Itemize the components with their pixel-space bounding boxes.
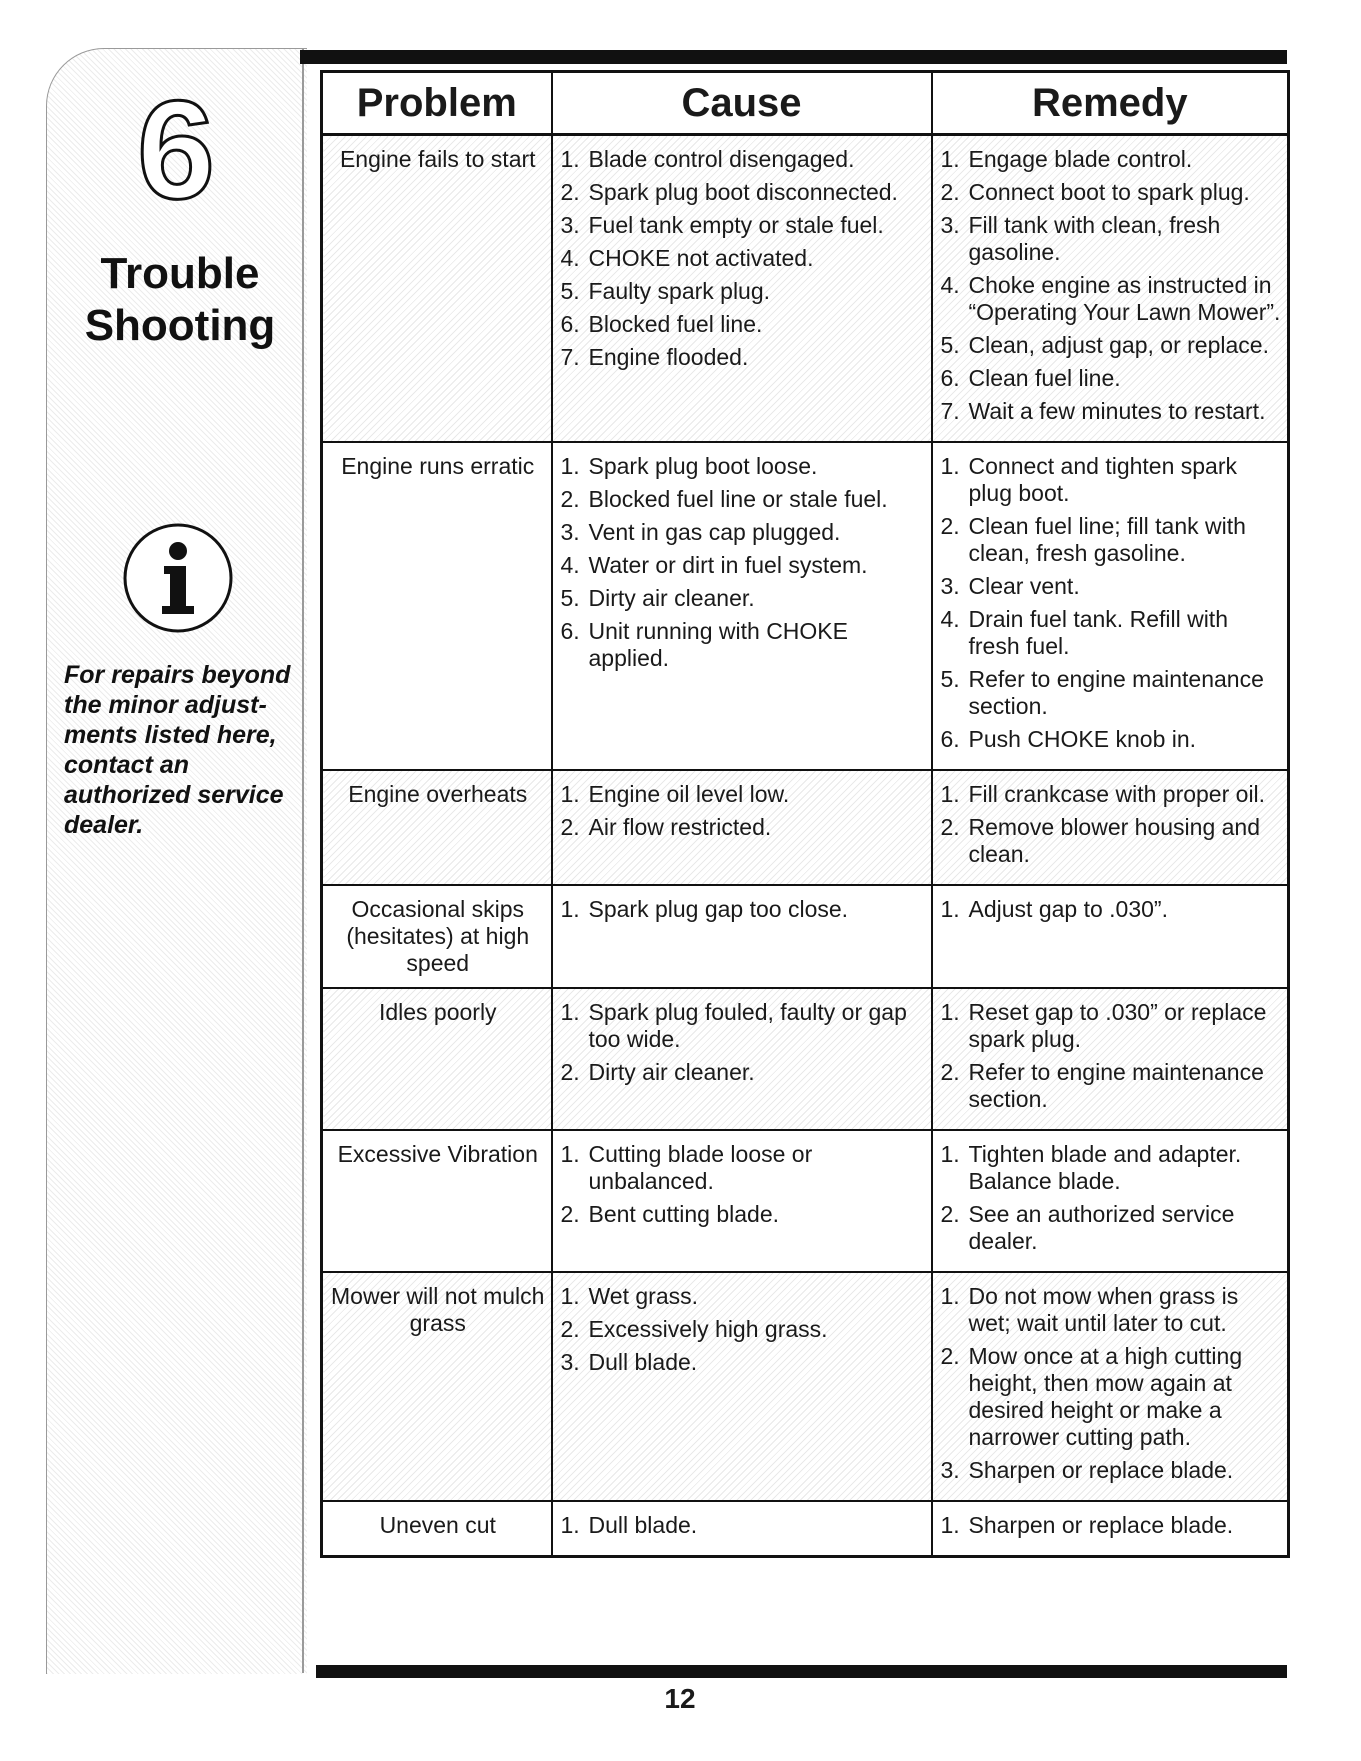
item-number: 1.: [560, 1283, 580, 1309]
item-number: 3.: [560, 519, 580, 545]
item-text: Clear vent.: [968, 573, 1080, 599]
item-number: 3.: [940, 212, 960, 238]
remedy-cell: [932, 442, 1289, 770]
cause-cell: [552, 885, 932, 988]
item-number: 2.: [560, 1059, 580, 1085]
header-cause: Cause: [552, 72, 932, 135]
list-item: [561, 311, 925, 338]
table-row: [322, 1501, 1289, 1557]
cause-cell: [552, 1272, 932, 1501]
item-number: 1.: [940, 1512, 960, 1538]
remedy-list: [941, 1141, 1282, 1255]
item-text: Push CHOKE knob in.: [968, 726, 1197, 752]
list-item: [941, 146, 1282, 173]
remedy-list: [941, 999, 1282, 1113]
header-remedy: Remedy: [932, 72, 1289, 135]
list-item: [561, 1349, 925, 1376]
item-text: Faulty spark plug.: [588, 278, 771, 304]
section-title-line1: Trouble: [100, 249, 260, 298]
list-item: [561, 212, 925, 239]
remedy-list: [941, 146, 1282, 425]
item-text: Wait a few minutes to restart.: [968, 398, 1266, 424]
item-text: Fuel tank empty or stale fuel.: [588, 212, 884, 238]
item-text: Dirty air cleaner.: [588, 1059, 755, 1085]
table-row: [322, 135, 1289, 443]
item-number: 2.: [940, 179, 960, 205]
page-number: 12: [664, 1683, 696, 1714]
item-text: Unit running with CHOKE applied.: [588, 618, 848, 671]
item-text: Refer to engine maintenance section.: [968, 1059, 1264, 1112]
cause-cell: [552, 442, 932, 770]
sidebar-divider: [302, 48, 304, 1673]
header-problem: Problem: [322, 72, 552, 135]
item-text: Spark plug gap too close.: [588, 896, 849, 922]
item-text: Dull blade.: [588, 1512, 698, 1538]
list-item: [941, 999, 1282, 1053]
list-item: [941, 781, 1282, 808]
item-number: 2.: [940, 814, 960, 840]
item-text: Remove blower housing and clean.: [968, 814, 1261, 867]
item-text: Excessively high grass.: [588, 1316, 828, 1342]
list-item: [941, 1059, 1282, 1113]
problem-cell: Engine fails to start: [322, 135, 552, 443]
item-number: 1.: [940, 999, 960, 1025]
item-text: Connect boot to spark plug.: [968, 179, 1250, 205]
list-item: [561, 146, 925, 173]
list-item: [561, 1316, 925, 1343]
item-text: Connect and tighten spark plug boot.: [968, 453, 1238, 506]
item-text: Blade control disengaged.: [588, 146, 855, 172]
list-item: [561, 1141, 925, 1195]
list-item: [941, 1512, 1282, 1539]
list-item: [561, 245, 925, 272]
item-number: 2.: [560, 1316, 580, 1342]
remedy-list: [941, 1283, 1282, 1484]
item-number: 1.: [560, 999, 580, 1025]
item-text: Fill tank with clean, fresh gasoline.: [968, 212, 1221, 265]
item-text: Clean fuel line; fill tank with clean, fresh gasoline.: [968, 513, 1246, 566]
item-text: Refer to engine maintenance section.: [968, 666, 1264, 719]
item-number: 1.: [940, 896, 960, 922]
item-text: Cutting blade loose or unbalanced.: [588, 1141, 813, 1194]
item-number: 1.: [940, 781, 960, 807]
cause-list: [561, 453, 925, 672]
remedy-cell: [932, 885, 1289, 988]
list-item: [941, 332, 1282, 359]
item-number: 6.: [560, 618, 580, 644]
list-item: [941, 896, 1282, 923]
item-number: 1.: [940, 1283, 960, 1309]
item-number: 6.: [560, 311, 580, 337]
item-number: 1.: [940, 146, 960, 172]
list-item: [561, 814, 925, 841]
list-item: [561, 1201, 925, 1228]
list-item: [561, 486, 925, 513]
list-item: [941, 179, 1282, 206]
list-item: [561, 519, 925, 546]
list-item: [941, 1141, 1282, 1195]
table-row: [322, 770, 1289, 885]
item-number: 1.: [560, 146, 580, 172]
item-text: Mow once at a high cutting height, then mow again at desired height or make a narrower cutting path.: [968, 1343, 1243, 1450]
table-row: [322, 988, 1289, 1130]
list-item: [941, 1201, 1282, 1255]
item-text: Sharpen or replace blade.: [968, 1457, 1234, 1483]
remedy-list: [941, 1512, 1282, 1539]
list-item: [561, 999, 925, 1053]
item-text: Engine oil level low.: [588, 781, 790, 807]
list-item: [561, 1059, 925, 1086]
item-text: Tighten blade and adapter. Balance blade.: [968, 1141, 1242, 1194]
item-text: Spark plug fouled, faulty or gap too wide.: [588, 999, 907, 1052]
list-item: [941, 1457, 1282, 1484]
info-note: For repairs beyond the minor adjust-ments listed here, contact an authorized service dealer.: [64, 661, 291, 839]
item-number: 4.: [560, 245, 580, 271]
list-item: [941, 1283, 1282, 1337]
item-number: 3.: [560, 1349, 580, 1375]
item-number: 5.: [560, 278, 580, 304]
remedy-cell: [932, 135, 1289, 443]
item-text: Dull blade.: [588, 1349, 698, 1375]
item-number: 7.: [560, 344, 580, 370]
item-text: Dirty air cleaner.: [588, 585, 755, 611]
item-number: 5.: [940, 332, 960, 358]
problem-cell: Uneven cut: [322, 1501, 552, 1557]
remedy-cell: [932, 770, 1289, 885]
item-text: Choke engine as instructed in “Operating Your Lawn Mower”.: [968, 272, 1281, 325]
cause-list: [561, 1283, 925, 1376]
list-item: [941, 814, 1282, 868]
list-item: [941, 513, 1282, 567]
problem-cell: Occasional skips (hesitates) at high speed: [322, 885, 552, 988]
list-item: [561, 453, 925, 480]
item-number: 1.: [560, 781, 580, 807]
table-row: [322, 1130, 1289, 1272]
item-number: 1.: [940, 1141, 960, 1167]
list-item: [561, 552, 925, 579]
list-item: [561, 344, 925, 371]
bottom-rule: [316, 1665, 1287, 1678]
item-number: 1.: [560, 1512, 580, 1538]
troubleshooting-table: [320, 70, 1290, 1558]
problem-cell: Excessive Vibration: [322, 1130, 552, 1272]
item-text: CHOKE not activated.: [588, 245, 814, 271]
item-number: 3.: [940, 573, 960, 599]
item-text: Fill crankcase with proper oil.: [968, 781, 1266, 807]
item-text: Blocked fuel line.: [588, 311, 763, 337]
remedy-list: [941, 453, 1282, 753]
list-item: [941, 573, 1282, 600]
item-number: 2.: [560, 814, 580, 840]
item-number: 6.: [940, 726, 960, 752]
item-text: Spark plug boot disconnected.: [588, 179, 898, 205]
item-text: Engine flooded.: [588, 344, 749, 370]
item-text: Do not mow when grass is wet; wait until later to cut.: [968, 1283, 1239, 1336]
item-number: 2.: [940, 1343, 960, 1369]
list-item: [941, 398, 1282, 425]
cause-cell: [552, 770, 932, 885]
list-item: [941, 212, 1282, 266]
item-number: 2.: [940, 1059, 960, 1085]
cause-cell: [552, 1130, 932, 1272]
item-number: 4.: [940, 272, 960, 298]
list-item: [941, 666, 1282, 720]
list-item: [941, 453, 1282, 507]
remedy-cell: [932, 1272, 1289, 1501]
item-number: 2.: [940, 1201, 960, 1227]
list-item: [561, 1283, 925, 1310]
info-icon: [122, 522, 234, 634]
item-text: Bent cutting blade.: [588, 1201, 780, 1227]
item-text: Adjust gap to .030”.: [968, 896, 1168, 922]
remedy-list: [941, 896, 1282, 923]
section-title-line2: Shooting: [84, 301, 276, 350]
item-number: 5.: [940, 666, 960, 692]
list-item: [941, 365, 1282, 392]
list-item: [561, 278, 925, 305]
table-row: [322, 1272, 1289, 1501]
item-number: 4.: [940, 606, 960, 632]
list-item: [941, 606, 1282, 660]
item-text: Reset gap to .030” or replace spark plug.: [968, 999, 1267, 1052]
chapter-number: [126, 90, 226, 210]
item-text: Engage blade control.: [968, 146, 1193, 172]
problem-cell: Mower will not mulch grass: [322, 1272, 552, 1501]
item-number: 5.: [560, 585, 580, 611]
item-number: 6.: [940, 365, 960, 391]
remedy-cell: [932, 1130, 1289, 1272]
item-number: 2.: [560, 1201, 580, 1227]
cause-cell: [552, 988, 932, 1130]
list-item: [561, 1512, 925, 1539]
item-number: 3.: [940, 1457, 960, 1483]
cause-list: [561, 781, 925, 841]
item-number: 1.: [560, 1141, 580, 1167]
list-item: [561, 618, 925, 672]
cause-list: [561, 1512, 925, 1539]
table-header-row: [322, 72, 1289, 135]
list-item: [941, 726, 1282, 753]
remedy-cell: [932, 988, 1289, 1130]
remedy-list: [941, 781, 1282, 868]
item-number: 1.: [560, 896, 580, 922]
section-title: [70, 248, 290, 352]
item-number: 1.: [560, 453, 580, 479]
item-text: Air flow restricted.: [588, 814, 772, 840]
item-text: See an authorized service dealer.: [968, 1201, 1235, 1254]
list-item: [941, 1343, 1282, 1451]
problem-cell: Engine runs erratic: [322, 442, 552, 770]
list-item: [941, 272, 1282, 326]
item-text: Drain fuel tank. Refill with fresh fuel.: [968, 606, 1228, 659]
remedy-cell: [932, 1501, 1289, 1557]
item-text: Clean, adjust gap, or replace.: [968, 332, 1269, 358]
cause-cell: [552, 1501, 932, 1557]
top-rule: [300, 50, 1287, 64]
item-number: 7.: [940, 398, 960, 424]
cause-list: [561, 146, 925, 371]
item-number: 2.: [940, 513, 960, 539]
list-item: [561, 896, 925, 923]
table-row: [322, 885, 1289, 988]
item-text: Sharpen or replace blade.: [968, 1512, 1234, 1538]
item-text: Spark plug boot loose.: [588, 453, 818, 479]
cause-cell: [552, 135, 932, 443]
list-item: [561, 585, 925, 612]
list-item: [561, 179, 925, 206]
list-item: [561, 781, 925, 808]
chapter-number-text: 6: [137, 90, 215, 210]
table-row: [322, 442, 1289, 770]
item-text: Clean fuel line.: [968, 365, 1121, 391]
cause-list: [561, 896, 925, 923]
item-number: 2.: [560, 486, 580, 512]
item-text: Blocked fuel line or stale fuel.: [588, 486, 888, 512]
cause-list: [561, 999, 925, 1086]
problem-cell: Idles poorly: [322, 988, 552, 1130]
item-text: Water or dirt in fuel system.: [588, 552, 868, 578]
problem-cell: Engine overheats: [322, 770, 552, 885]
item-number: 2.: [560, 179, 580, 205]
item-number: 3.: [560, 212, 580, 238]
cause-list: [561, 1141, 925, 1228]
item-number: 1.: [940, 453, 960, 479]
item-number: 4.: [560, 552, 580, 578]
item-text: Vent in gas cap plugged.: [588, 519, 841, 545]
item-text: Wet grass.: [588, 1283, 698, 1309]
